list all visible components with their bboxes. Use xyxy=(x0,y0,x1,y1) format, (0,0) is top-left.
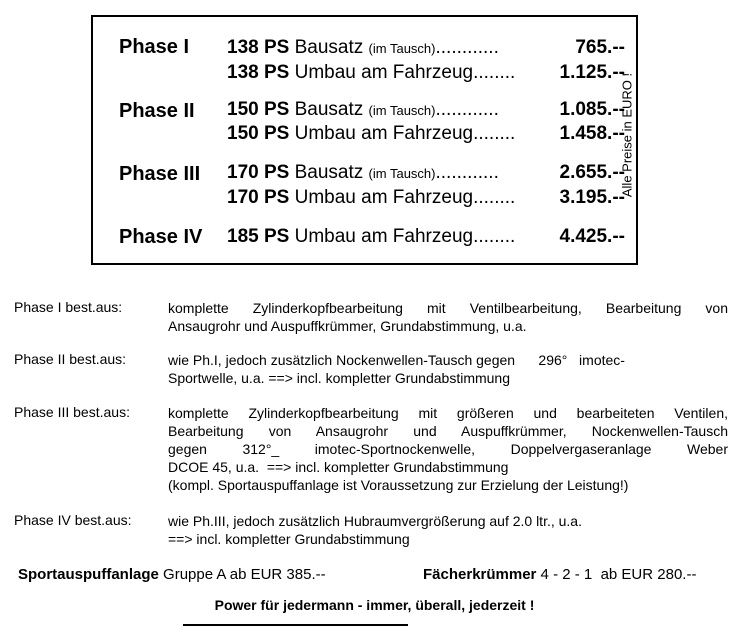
detail-text-phase-2: wie Ph.I, jedoch zusätzlich Nockenwellen-Tausch gegen 296° imotec- Sportwelle, u.a. ==> incl. kompletter Grundabstimmung xyxy=(168,352,625,386)
detail-text-phase-4: wie Ph.III, jedoch zusätzlich Hubraumvergrößerung auf 2.0 ltr., u.a. ==> incl. kompletter Grundabstimmung xyxy=(168,513,582,547)
phase-4-label: Phase IV xyxy=(119,226,203,248)
phase-3-price-1: 2.655.-- xyxy=(559,162,625,183)
detail-label-phase-2: Phase II best.aus: xyxy=(14,351,127,367)
phase-2-price-1: 1.085.-- xyxy=(559,99,625,120)
detail-label-phase-1: Phase I best.aus: xyxy=(14,299,123,315)
phase-3-row-2: 170 PS Umbau am Fahrzeug........ xyxy=(227,187,516,208)
slogan: Power für jedermann - immer, überall, jederzeit ! xyxy=(214,597,535,613)
phase-3-price-2: 3.195.-- xyxy=(559,187,625,208)
phase-2-label: Phase II xyxy=(119,100,195,122)
phase-2-row-1: 150 PS Bausatz (im Tausch)............ xyxy=(227,99,499,120)
detail-label-phase-3: Phase III best.aus: xyxy=(14,404,130,420)
phase-4-price-1: 4.425.-- xyxy=(559,226,625,247)
phase-1-price-2: 1.125.-- xyxy=(559,62,625,83)
exhaust-offer: Sportauspuffanlage Gruppe A ab EUR 385.-- xyxy=(18,566,326,583)
detail-text-phase-3: komplette Zylinderkopfbearbeitung mit größeren und bearbeiteten Ventilen, Bearbeitung von Ansaugrohr und Auspuffkrümmer, Nockenwellen-Tausch gegen 312°_ imotec-Sportnockenwelle, Doppelvergaseranlage Weber DCOE 45, u.a. ==> incl. kompletter Grundabstimmung (kompl. Sportauspuffanlage ist Voraussetzung zur Erzielung der Leistung!) xyxy=(168,405,728,493)
phase-3-row-1: 170 PS Bausatz (im Tausch)............ xyxy=(227,162,499,183)
phase-1-row-2: 138 PS Umbau am Fahrzeug........ xyxy=(227,62,516,83)
phase-1-label: Phase I xyxy=(119,36,190,58)
phase-2-row-2: 150 PS Umbau am Fahrzeug........ xyxy=(227,123,516,144)
phase-1-row-1: 138 PS Bausatz (im Tausch)............ xyxy=(227,37,499,58)
phase-3-label: Phase III xyxy=(119,163,201,185)
detail-label-phase-4: Phase IV best.aus: xyxy=(14,512,132,528)
phase-2-price-2: 1.458.-- xyxy=(559,123,625,144)
phase-4-row-1: 185 PS Umbau am Fahrzeug........ xyxy=(227,226,516,247)
detail-text-phase-1: komplette Zylinderkopfbearbeitung mit Ventilbearbeitung, Bearbeitung von Ansaugrohr und Auspuffkrümmer, Grundabstimmung, u.a. xyxy=(168,300,728,334)
underline-rule xyxy=(183,624,408,626)
manifold-offer: Fächerkrümmer 4 - 2 - 1 ab EUR 280.-- xyxy=(423,566,697,583)
phase-1-price-1: 765.-- xyxy=(575,37,625,58)
currency-note: Alle Preise in EURO ! xyxy=(619,72,635,198)
